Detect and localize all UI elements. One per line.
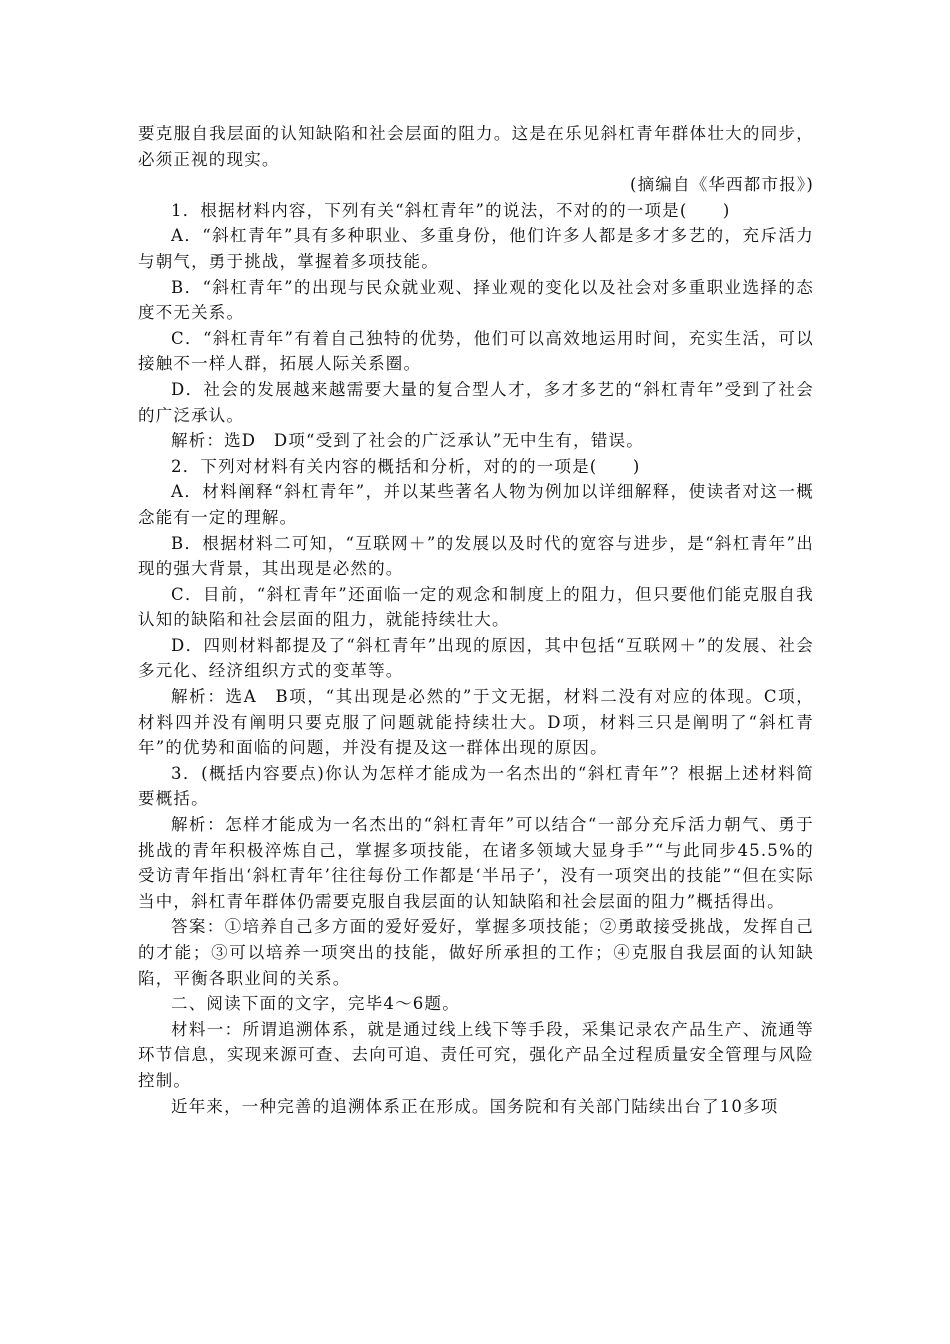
option-2d: D．四则材料都提及了“斜杠青年”出现的原因，其中包括“互联网＋”的发展、社会多元化、经济组织方式的变革等。 <box>138 635 814 681</box>
question-1: 1．根据材料内容，下列有关“斜杠青年”的说法，不对的的一项是( ) <box>171 200 731 220</box>
paragraph: 要克服自我层面的认知缺陷和社会层面的阻力。这是在乐见斜杠青年群体壮大的同步，必须正视的现实。 <box>138 124 814 169</box>
analysis-1: 解析：选D D项“受到了社会的广泛承认”无中生有，错误。 <box>171 431 644 451</box>
analysis-2: 解析：选A B项，“其出现是必然的”于文无据，材料二没有对应的体现。C项，材料四并没有阐明只要克服了问题就能持续壮大。D项，材料三只是阐明了“斜杠青年”的优势和面临的问题，并没有提及这一群体出现的原因。 <box>138 687 814 758</box>
option-2c: C．目前，“斜杠青年”还面临一定的观念和制度上的阻力，但只要他们能克服自我认知的缺陷和社会层面的阻力，就能持续壮大。 <box>138 584 814 630</box>
source-citation: (摘编自《华西都市报》) <box>629 175 814 195</box>
paragraph: 近年来，一种完善的追溯体系正在形成。国务院和有关部门陆续出台了10多项 <box>171 1096 779 1116</box>
option-2a: A．材料阐释“斜杠青年”，并以某些著名人物为例加以详细解释，使读者对这一概念能有一定的理解。 <box>138 482 814 527</box>
question-2: 2．下列对材料有关内容的概括和分析，对的的一项是( ) <box>171 456 641 476</box>
option-1c: C．“斜杠青年”有着自己独特的优势，他们可以高效地运用时间，充实生活，可以接触不一样人群，拓展人际关系圈。 <box>138 328 814 374</box>
answer-3: 答案：①培养自己多方面的爱好爱好，掌握多项技能；②勇敢接受挑战，发挥自己的才能；③可以培养一项突出的技能，做好所承担的工作；④克服自我层面的认知缺陷，平衡各职业间的关系。 <box>138 917 814 988</box>
option-1b: B．“斜杠青年”的出现与民众就业观、择业观的变化以及社会对多重职业选择的态度不无关系。 <box>138 277 814 323</box>
option-1d: D．社会的发展越来越需要大量的复合型人才，多才多艺的“斜杠青年”受到了社会的广泛承认。 <box>138 379 814 425</box>
analysis-3: 解析：怎样才能成为一名杰出的“斜杠青年”可以结合“一部分充斥活力朝气、勇于挑战的青年积极淬炼自己，掌握多项技能，在诸多领域大显身手”“与此同步45.5%的受访青年指出‘斜杠青年’往往每份工作都是‘半吊子’，没有一项突出的技能”“但在实际当中，斜杠青年群体仍需要克服自我层面的认知缺陷和社会层面的阻力”概括得出。 <box>138 815 814 911</box>
option-1a: A．“斜杠青年”具有多种职业、多重身份，他们许多人都是多才多艺的，充斥活力与朝气，勇于挑战，掌握着多项技能。 <box>138 226 814 271</box>
material-1: 材料一：所谓追溯体系，就是通过线上线下等手段，采集记录农产品生产、流通等环节信息，实现来源可查、去向可追、责任可究，强化产品全过程质量安全管理与风险控制。 <box>138 1019 814 1090</box>
section-heading: 二、阅读下面的文字，完毕4～6题。 <box>171 994 460 1014</box>
question-3: 3．(概括内容要点)你认为怎样才能成为一名杰出的“斜杠青年”？根据上述材料简要概括。 <box>138 763 814 809</box>
option-2b: B．根据材料二可知，“互联网＋”的发展以及时代的宽容与进步，是“斜杠青年”出现的强大背景，其出现是必然的。 <box>138 533 814 579</box>
document-page <box>138 121 814 1119</box>
